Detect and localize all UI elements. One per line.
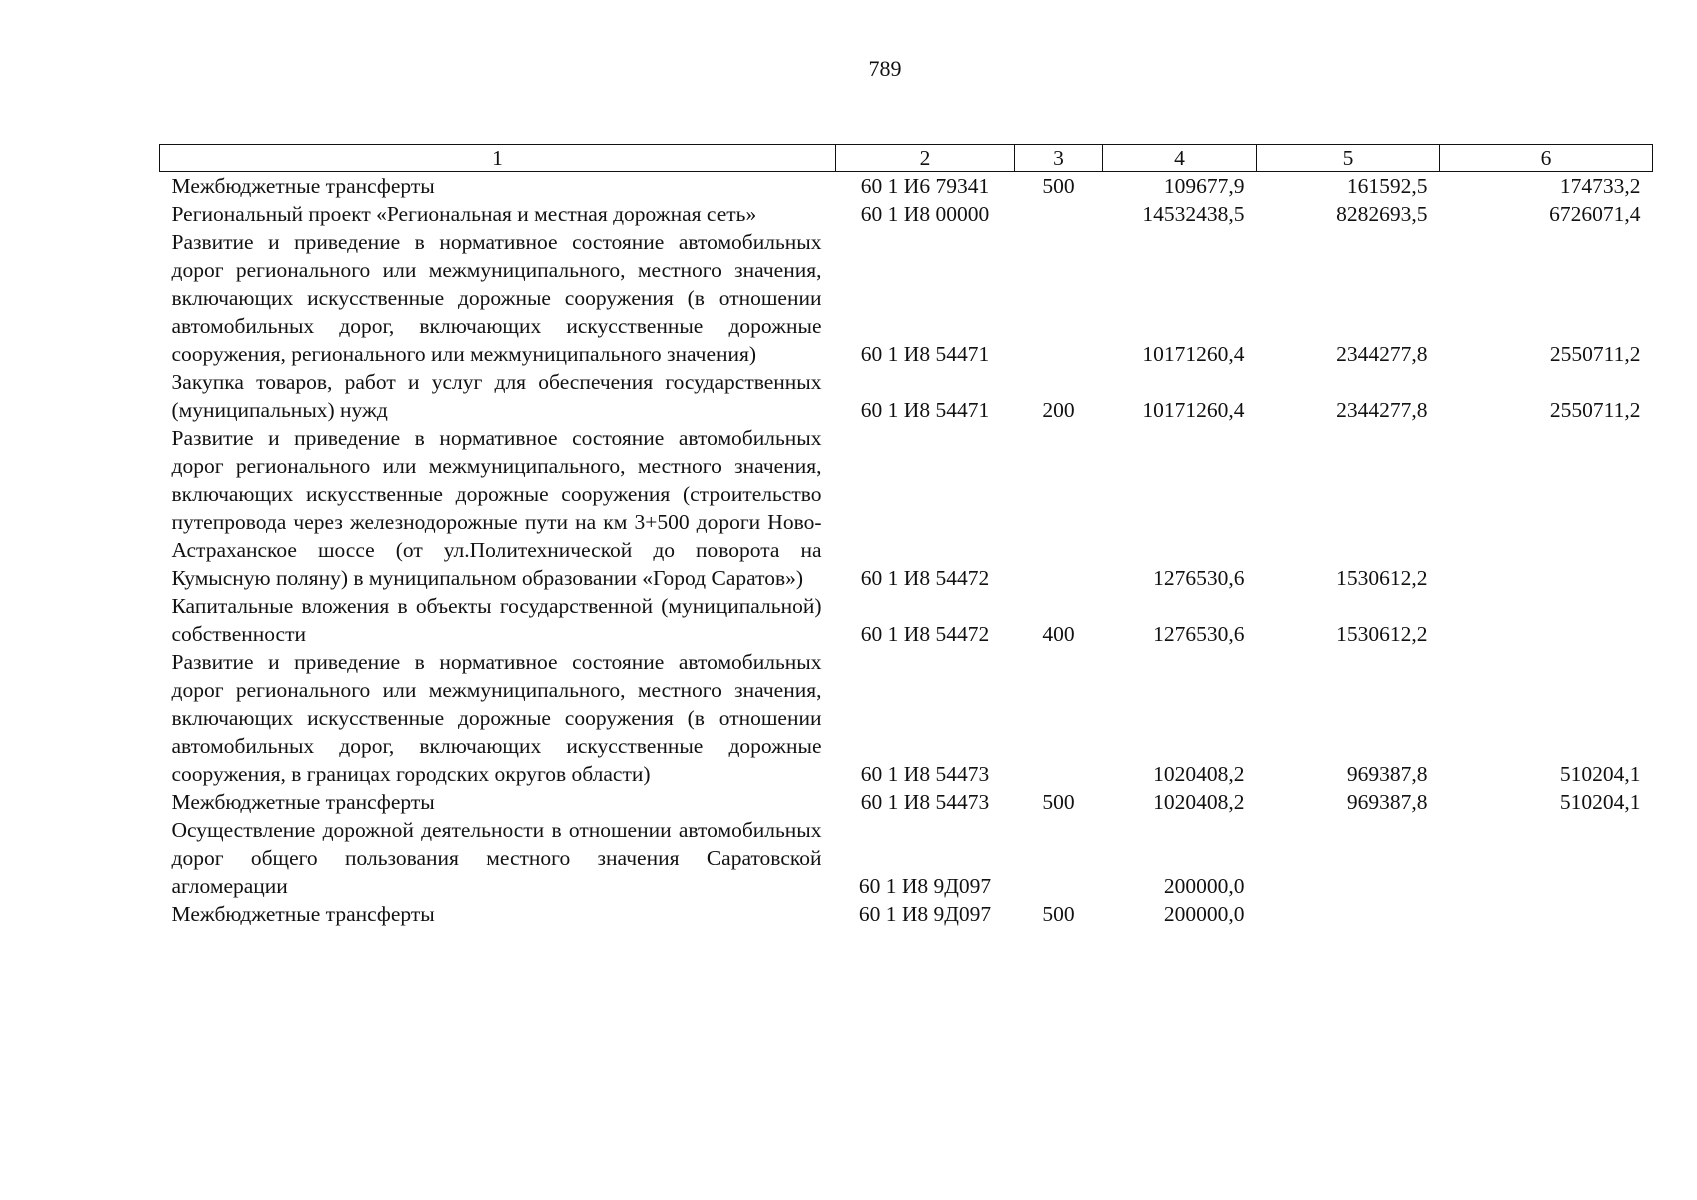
row-name: Развитие и приведение в нормативное состояние автомобильных дорог регионального или межмуниципального, местного значения, включающих искусственные дорожные сооружения (строительство путепровода через железнодорожные пути на км 3+500 дороги Ново-Астраханское шоссе (от ул.Политехнической до поворота на Кумысную поляну) в муниципальном образовании «Город Саратов») <box>171 426 822 590</box>
row-value-6: 6726071,4 <box>1549 202 1641 226</box>
row-value-5 <box>1257 816 1440 900</box>
row-value-4: 1020408,2 <box>1153 762 1245 786</box>
header-col-6: 6 <box>1440 145 1653 172</box>
row-value-6: 174733,2 <box>1559 174 1641 198</box>
table-row <box>160 200 1653 228</box>
row-name: Закупка товаров, работ и услуг для обеспечения государственных (муниципальных) нужд <box>171 370 822 422</box>
row-code: 60 1 И8 54473 <box>860 790 990 814</box>
row-code: 60 1 И8 00000 <box>860 202 990 226</box>
row-value-4: 200000,0 <box>1163 874 1245 898</box>
header-col-1: 1 <box>160 145 836 172</box>
row-code: 60 1 И8 54471 <box>860 342 990 366</box>
row-name: Капитальные вложения в объекты государственной (муниципальной) собственности <box>171 594 822 646</box>
row-name: Осуществление дорожной деятельности в отношении автомобильных дорог общего пользования местного значения Саратовской агломерации <box>171 818 822 898</box>
row-code: 60 1 И8 9Д097 <box>858 874 992 898</box>
table-row <box>160 424 1653 592</box>
row-type: 400 <box>1042 622 1075 646</box>
row-type <box>1015 648 1103 788</box>
row-code: 60 1 И6 79341 <box>860 174 990 198</box>
row-name: Межбюджетные трансферты <box>171 790 435 814</box>
page-number: 789 <box>868 56 902 81</box>
header-col-3: 3 <box>1015 145 1103 172</box>
row-type: 500 <box>1042 174 1075 198</box>
row-value-5: 969387,8 <box>1346 790 1428 814</box>
row-type <box>1015 200 1103 228</box>
row-value-4: 1276530,6 <box>1153 622 1245 646</box>
row-value-6: 510204,1 <box>1559 762 1641 786</box>
row-code: 60 1 И8 54472 <box>860 566 990 590</box>
row-code: 60 1 И8 9Д097 <box>858 902 992 926</box>
table-row <box>160 816 1653 900</box>
row-value-5: 1530612,2 <box>1336 622 1428 646</box>
row-value-6: 2550711,2 <box>1549 342 1641 366</box>
table-row <box>160 172 1653 201</box>
table-row <box>160 648 1653 788</box>
row-type <box>1015 228 1103 368</box>
row-name: Развитие и приведение в нормативное состояние автомобильных дорог регионального или межмуниципального, местного значения, включающих искусственные дорожные сооружения (в отношении автомобильных дорог, включающих искусственные дорожные сооружения, в границах городских округов области) <box>171 650 822 786</box>
row-value-6 <box>1440 424 1653 592</box>
row-name: Межбюджетные трансферты <box>171 902 435 926</box>
row-code: 60 1 И8 54472 <box>860 622 990 646</box>
row-value-5: 1530612,2 <box>1336 566 1428 590</box>
header-col-2: 2 <box>836 145 1015 172</box>
header-col-4: 4 <box>1103 145 1257 172</box>
row-value-6 <box>1440 900 1653 928</box>
table-row <box>160 368 1653 424</box>
row-value-5: 2344277,8 <box>1336 398 1428 422</box>
row-value-4: 14532438,5 <box>1142 202 1245 226</box>
row-value-4: 1276530,6 <box>1153 566 1245 590</box>
table-header-row <box>160 145 1653 172</box>
table-row <box>160 228 1653 368</box>
row-type <box>1015 424 1103 592</box>
header-col-5: 5 <box>1257 145 1440 172</box>
row-value-5: 2344277,8 <box>1336 342 1428 366</box>
row-code: 60 1 И8 54473 <box>860 762 990 786</box>
row-value-4: 109677,9 <box>1163 174 1245 198</box>
row-value-5: 8282693,5 <box>1336 202 1428 226</box>
budget-table <box>159 144 1653 928</box>
row-value-5 <box>1257 900 1440 928</box>
row-value-6: 2550711,2 <box>1549 398 1641 422</box>
row-value-4: 10171260,4 <box>1142 398 1245 422</box>
row-value-5: 969387,8 <box>1346 762 1428 786</box>
table-row <box>160 900 1653 928</box>
row-name: Региональный проект «Региональная и местная дорожная сеть» <box>171 202 757 226</box>
row-value-4: 1020408,2 <box>1153 790 1245 814</box>
row-type: 500 <box>1042 902 1075 926</box>
row-type: 500 <box>1042 790 1075 814</box>
table-row <box>160 592 1653 648</box>
row-value-6 <box>1440 592 1653 648</box>
row-name: Развитие и приведение в нормативное состояние автомобильных дорог регионального или межмуниципального, местного значения, включающих искусственные дорожные сооружения (в отношении автомобильных дорог, включающих искусственные дорожные сооружения, регионального или межмуниципального значения) <box>171 230 822 366</box>
row-value-4: 10171260,4 <box>1142 342 1245 366</box>
row-value-4: 200000,0 <box>1163 902 1245 926</box>
row-value-6: 510204,1 <box>1559 790 1641 814</box>
row-code: 60 1 И8 54471 <box>860 398 990 422</box>
row-value-5: 161592,5 <box>1346 174 1428 198</box>
row-type <box>1015 816 1103 900</box>
row-name: Межбюджетные трансферты <box>171 174 435 198</box>
row-type: 200 <box>1042 398 1075 422</box>
row-value-6 <box>1440 816 1653 900</box>
table-row <box>160 788 1653 816</box>
